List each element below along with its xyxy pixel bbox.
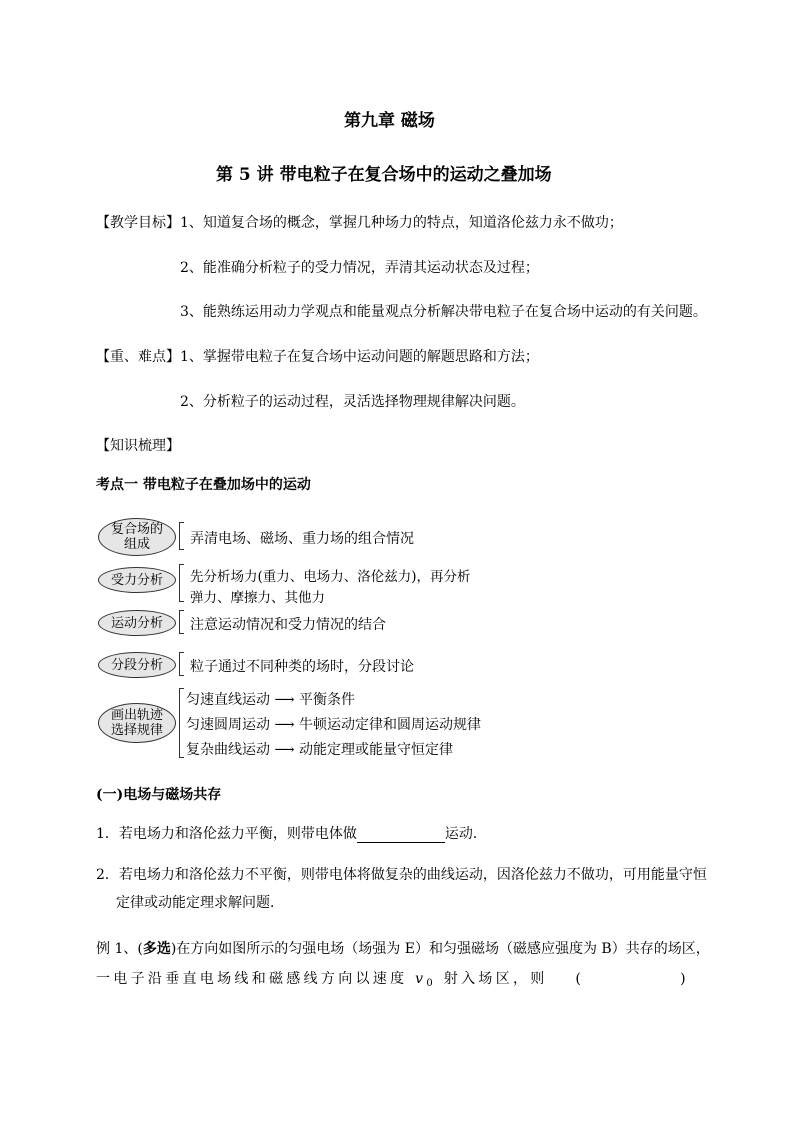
- question-text: 1．若电场力和洛伦兹力平衡，则带电体做: [96, 826, 357, 842]
- node-text: 先分析场力(重力、电场力、洛伦兹力)，再分析: [190, 569, 471, 585]
- velocity-symbol: v: [415, 971, 427, 987]
- bracket: [179, 652, 184, 676]
- bracket: [179, 564, 184, 602]
- question-2-line-2: 定律或动能定理求解问题．: [116, 895, 284, 911]
- objective-item: 3、能熟练运用动力学观点和能量观点分析解决带电粒子在复合场中运动的有关问题。: [180, 304, 707, 320]
- node-label: 复合场的: [110, 522, 163, 537]
- node-label: 画出轨迹: [110, 708, 163, 723]
- answer-blank[interactable]: [357, 828, 445, 843]
- objective-item: 1、知道复合场的概念，掌握几种场力的特点，知道洛伦兹力永不做功；: [180, 215, 623, 231]
- topic-one-heading: 考点一 带电粒子在叠加场中的运动: [96, 477, 311, 493]
- question-1: [96, 823, 487, 843]
- node-force-analysis: [98, 567, 176, 593]
- example-text: 例 1、(: [96, 941, 143, 957]
- knowledge-label: 【知识梳理】: [96, 438, 180, 454]
- node-text: 注意运动情况和受力情况的结合: [190, 617, 386, 633]
- key-points-label: 【重、难点】: [96, 349, 180, 365]
- question-text: 运动．: [444, 826, 487, 842]
- node-text: 弄清电场、磁场、重力场的组合情况: [190, 531, 414, 547]
- node-text: 弹力、摩擦力、其他力: [190, 590, 325, 606]
- node-label: 受力分析: [110, 572, 163, 588]
- objectives-label: 【教学目标】: [96, 215, 180, 231]
- example-1-line-1: [96, 938, 710, 958]
- node-segment-analysis: [98, 652, 176, 678]
- node-motion-analysis: [98, 610, 176, 636]
- node-label: 分段分析: [110, 657, 163, 673]
- bracket: [179, 522, 184, 550]
- chapter-title: 第九章 磁场: [344, 111, 435, 131]
- question-2-line-1: 2．若电场力和洛伦兹力不平衡，则带电体将做复杂的曲线运动，因洛伦兹力不做功，可用能量守恒: [96, 867, 707, 883]
- node-label: 组成: [123, 537, 150, 552]
- node-label: 选择规律: [110, 723, 163, 738]
- key-point-item: 2、分析粒子的运动过程，灵活选择物理规律解决问题。: [180, 394, 525, 410]
- example-1-line-2: [96, 968, 689, 989]
- example-text: 一电子沿垂直电场线和磁感线方向以速度: [96, 971, 416, 987]
- node-text: 复杂曲线运动 ⟶ 动能定理或能量守恒定律: [186, 742, 453, 758]
- objective-item: 2、能准确分析粒子的受力情况，弄清其运动状态及过程；: [180, 260, 539, 276]
- lesson-title: 第 5 讲 带电粒子在复合场中的运动之叠加场: [216, 165, 552, 185]
- example-text: 射入场区，则: [436, 971, 548, 987]
- objectives-row-1: [96, 212, 623, 232]
- answer-paren-close: ): [680, 971, 689, 987]
- key-points-row-1: [96, 346, 539, 366]
- answer-paren-open: (: [575, 971, 585, 987]
- node-label: 运动分析: [110, 615, 163, 631]
- example-text: )在方向如图所示的匀强电场（场强为 E）和匀强磁场（磁感应强度为 B）共存的场区，: [170, 941, 710, 957]
- node-text: 匀速圆周运动 ⟶ 牛顿运动定律和圆周运动规律: [186, 717, 481, 733]
- key-point-item: 1、掌握带电粒子在复合场中运动问题的解题思路和方法；: [180, 349, 539, 365]
- section-heading: (一)电场与磁场共存: [96, 787, 222, 803]
- node-text: 匀速直线运动 ⟶ 平衡条件: [186, 692, 355, 708]
- velocity-subscript: 0: [426, 978, 437, 989]
- bracket: [179, 610, 184, 634]
- node-composite-field: [98, 518, 176, 556]
- node-trajectory-rules: [98, 703, 176, 743]
- node-text: 粒子通过不同种类的场时，分段讨论: [190, 659, 414, 675]
- multi-choice-tag: 多选: [142, 941, 171, 957]
- bracket: [179, 688, 184, 758]
